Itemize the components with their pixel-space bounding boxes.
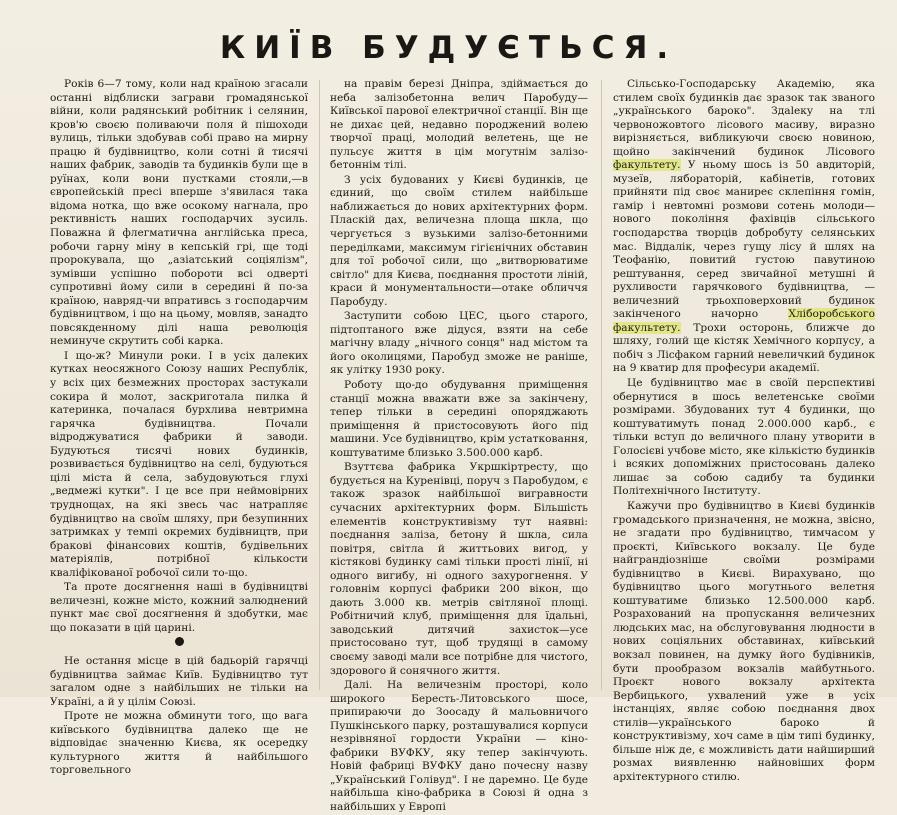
paragraph: Далі. На величезнім просторі, коло широкого Бересть-Литовського шосе, припираючи до Зоосаду й мальовничого Пушкінського парку, розташувалися корпуси незрівняної гордости України — кіно-фабрики ВУФКУ, яку тепер закінчують. Новій фабриці ВУФКУ дано почесну назву „Український Голівуд". І не даремно. Це буде найбільша кіно-фабрика в Союзі й одна з найбільших у Европі (330, 679, 588, 813)
bullet-icon (175, 637, 184, 646)
section-divider (50, 637, 308, 651)
paragraph: Це будівництво має в своїй перспективі обернутися в шось велетенське своїми розмірами. Збудованих тут 4 будинки, що коштуватимуть понад 2.000.000 карб., є тільки вступ до величного плану утворити в Голосієві учбове місто, яке кількістю будинків і всяких допоміжних пристосовань далеко лишає за собою садибу та будинки Політехнічного Інституту. (613, 377, 875, 498)
paragraph: Та проте досягнення наші в будівництві величезні, кожне місто, кожний залюднений пункт має свої досягнення й здобутки, має що показати в цій царині. (50, 581, 308, 634)
text-run: Трохи осторонь, ближче до шляху, голий ще кістяк Хемічного корпусу, а побіч з Лісфаком гарний невеличкий будинок на 9 кватир для професури академії. (613, 321, 875, 375)
paragraph: Роботу що-до обудування приміщення станції можна вважати вже за закінчену, тепер тільки в середині опоряджають приміщення й пристосовують його під машини. Усе будівництво, крім устатковання, коштуватиме близько 3.500.000 карб. (330, 379, 588, 459)
column-1 (50, 78, 308, 777)
paragraph: З усіх будованих у Києві будинків, це єдиний, що своїм стилем найбільше наближається до нових архітектурних форм. Пласкій дах, величезна площа шкла, що чергується з вузькими залізо-бетонними переділками, максимум гігієнічних обставин для тої робочої сили, що „витворюватиме світло" для Києва, поєднання простоти ліній, краси й монументальности—отаке обличчя Паробуду. (330, 173, 588, 308)
paragraph: Проте не можна обминути того, що вага київського будівництва далеко ще не відповідає значенню Києва, як осередку культурного життя й найбільшого торговельного (50, 710, 308, 777)
paragraph: І що-ж? Минули роки. І в усіх далеких кутках неосяжного Союзу наших Республік, у всіх цих безмежних просторах застукали сокира й молот, заскриготала пилка й катеринка, почалася бурхлива невтримна гарячка будівництва. Почали відроджуватися фабрики й заводи. Будуються тисячі нових будинків, розвивається будівництво на селі, будуються цілі міста й села, забудовуються глухі „ведмежі кутки". І це все при неймовірних труднощах, на які звесь час натрапляє будівництво на своїм шляху, при безупинних затримках у темпі окремих будівництв, при бракові фінансових коштів, будівельних матеріялів, потрібної кількости кваліфікованої робочої сили то-що. (50, 349, 308, 579)
column-2 (330, 78, 588, 813)
text-run: Сільсько-Господарську Академію, яка стилем своїх будинків дає зразок так званого „українського бароко". Здаleку на тлі червоножовтого лісового масиву, виразно вирізняється, вибликуючи своєю новиною, щойно закінчений будинок Лісового (613, 78, 875, 158)
text-run: У ньому шось із 50 авдиторій, музеїв, лябораторій, кабінетів, готових прийняти під своє маниреє склепіння гомін, гамір і невтомні розмови сотень молоди—нового покоління фахівців сільського господарства творців добробуту селянських мас. Віддалік, через гущу лісу й шлях на Теофанію, повитий густою павутиною рештування, серед звичайної метушні й рухливости гарячкового будівництва, — величезний трьохповерховий будинок закінченого начорно (613, 159, 875, 321)
paragraph (613, 78, 875, 376)
article-title: КИЇВ БУДУЄТЬСЯ. (219, 30, 678, 66)
column-3 (613, 78, 875, 783)
paragraph: на правім березі Дніпра, здіймається до неба залізобетонна велич Паробуду—Київської парової електричної станції. Він ще не дихає цей, недавно породжений волею творчої праці, молодий велетень, ще не пульсує життя в цім могутнім залізо-бетоннім тілі. (330, 78, 588, 172)
column-rule (601, 80, 602, 690)
highlighted-text: факультету. (613, 159, 681, 172)
paragraph: Років 6—7 тому, коли над країною згасали останні відблиски заграви громадянської війни, коли радянський робітник і селянин, кров'ю своєю поливаючи поля й пішоходи вулиць, тільки здобував собі право на мирну працю й будівництво, коли сотні й тисячі наших фабрик, заводів та будинків були ще в руїнах, коли вони пустками стояли,—в європейській пресі вперше з'явилася така відома нотка, що вже осокому нагнала, про рективність наших господарчих зусиль. Поважна й флегматична англійська преса, робочи гарну міну в кепській грі, ще тоді пророкувала, що „азіатський соціялізм", зумівши успішно побороти всі одверті супротивні йому сили в середині й по-за країною, навряд-чи впративсь з господарчим будівництвом, і що на цьому, мовляв, занадто повсякденному ділі наша революція неминуче скрутить собі карка. (50, 78, 308, 348)
paragraph: Не остання місце в цій бадьорій гарячці будівництва займає Київ. Будівництво тут загалом одне з найбільших не тільки на Україні, а й у цілім Союзі. (50, 654, 308, 708)
paragraph: Заступити собою ЦЕС, цього старого, підтоптаного вже дідуся, взяти на себе магічну владу „нічного сонця" над містом та його околицями, Паробуд зможе не раніше, як улітку 1930 року. (330, 310, 588, 377)
highlighted-text: Хліборобського факультету. (613, 308, 875, 334)
column-rule (319, 80, 320, 690)
paragraph: Кажучи про будівництво в Києві будинків громадського призначення, не можна, звісно, не згадати про будівництво, тимчасом у проєкті, Київського вокзалу. Це буде найграндіозніше своїми розмірами будівництво в Києві. Вирахувано, що будівництво цього могутнього велетня коштуватиме близько 12.500.000 карб. Розрахований на пропускання величезних людських мас, на обслуговування людности в нових соціяльних обставинах, київський вокзал повинен, на думку його будівників, бути прообразом вокзалів майбутнього. Проєкт нового вокзалу архітекта Вербицького, ухвалений уже в усіх інстанціях, являє собою поєднання двох стилів—українського бароко й конструктивізму, хоч саме в цім типі будинку, більше ніж де, є можливість дати найширший розмах виявленню найновіших форм архітектурного стилю. (613, 499, 875, 783)
paragraph: Взуттєва фабрика Укршкіртресту, що будується на Куренівці, поруч з Паробудом, є також зразок найбільшої вигравности сучасних архітектурних форм. Більшість елементів конструктивізму тут наявні: поєднання заліза, бетону й шкла, сила повітря, світла й життьових вигод, у кістякові будинку самі тільки прості лінії, ні одного вигибу, ні одного захурогнення. У головнім корпусі фабрики 200 вікон, що дають 3.000 кв. метрів світляної площі. Робітничий клуб, приміщення для їдальні, заводський дитячий захисток—усе пристосовано тут, щоб трудящі в самому своєму заводі мали все потрібне для чистого, здорового й сонячного життя. (330, 461, 588, 677)
